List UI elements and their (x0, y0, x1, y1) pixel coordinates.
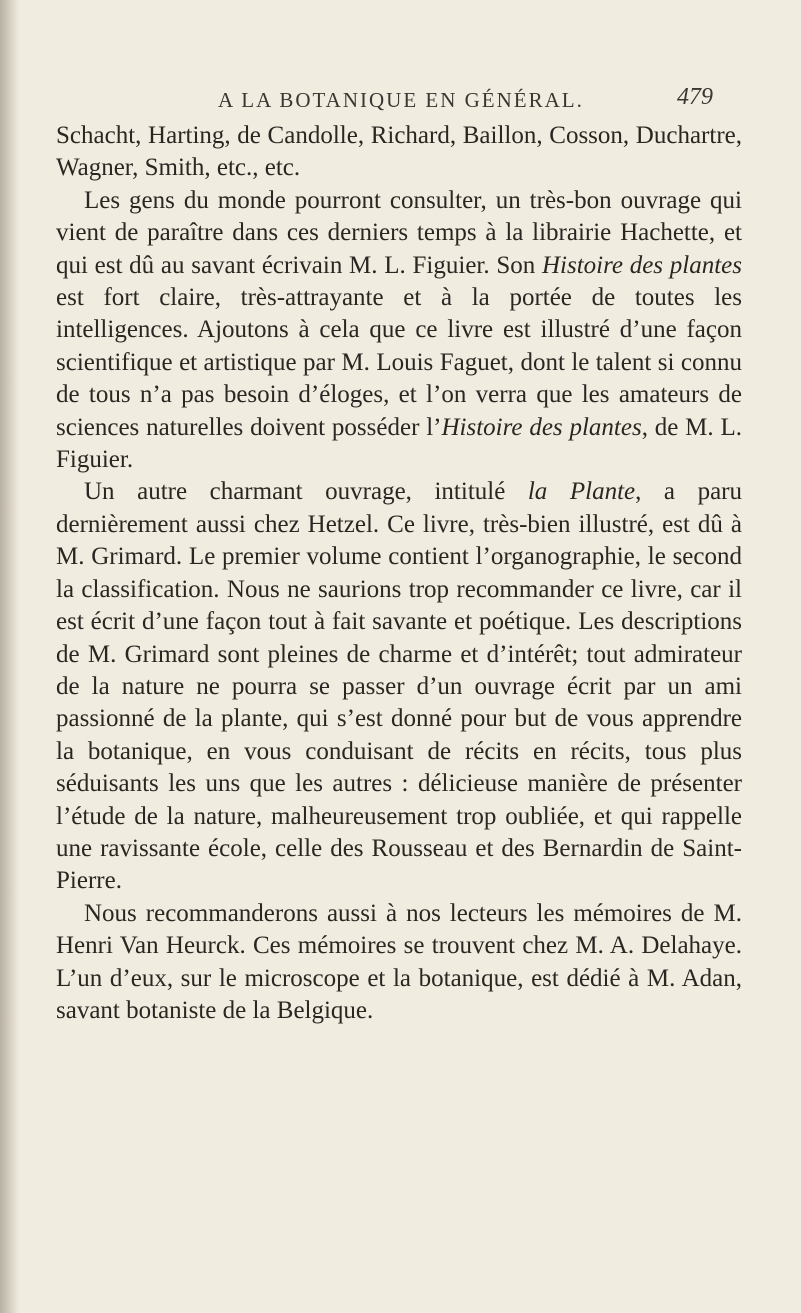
paragraph-2-text: , de M. L. Figuier. (56, 413, 742, 474)
paragraph-1-text: Schacht, Harting, de Candolle, Richard, Baillon, Cosson, Duchartre, Wagner, Smith, etc., etc. (56, 122, 742, 182)
paragraph-3 (56, 476, 742, 897)
paragraph-1 (56, 120, 742, 185)
running-head (0, 84, 801, 114)
paragraph-4-text: Nous recommanderons aussi à nos lecteurs les mémoires de M. Henri Van Heurck. Ces mémoires se trouvent chez M. A. Delahaye. L’un d’eux, sur le microscope et la botanique, est dédié à M. Adan, savant botaniste de la Belgique. (56, 899, 742, 1024)
body-text (56, 120, 742, 1027)
paragraph-3-text: , a paru dernièrement aussi chez Hetzel. Ce livre, très-bien illustré, est dû à M. Grimard. Le premier volume contient l’organographie, le second la classification. Nous ne saurions trop recommander ce livre, car il est écrit d’une façon tout à fait savante et poétique. Les descriptions de M. Grimard sont pleines de charme et d’intérêt; tout admirateur de la nature ne pourra se passer d’un ouvrage écrit par un ami passionné de la plante, qui s’est donné pour but de vous apprendre la botanique, en vous conduisant de récits en récits, tous plus séduisants les uns que les autres : délicieuse manière de présenter l’étude de la nature, malheureusement trop oubliée, et qui rappelle une ravissante école, celle des Rousseau et des Bernardin de Saint-Pierre. (56, 478, 742, 895)
paragraph-2-text: Les gens du monde pourront consulter, un très-bon ouvrage qui vient de paraître dans ces derniers temps à la librairie Hachette, et qui est dû au savant écrivain M. L. Figuier. Son (56, 186, 742, 279)
paragraph-2-text: est fort claire, très-attrayante et à la portée de toutes les intelligences. Ajoutons à cela que ce livre est illustré d’une façon scientifique et artistique par M. Louis Faguet, dont le talent si connu de tous n’a pas besoin d’éloges, et l’on verra que les amateurs de sciences naturelles doivent posséder l’ (56, 284, 742, 441)
book-title-la-plante: la Plante (527, 478, 636, 506)
page-gutter-shadow (0, 0, 18, 1313)
page-number: 479 (677, 84, 713, 110)
running-title: A LA BOTANIQUE EN GÉNÉRAL. (218, 88, 584, 112)
book-title-histoire-des-plantes: Histoire des plantes (541, 251, 742, 279)
book-title-histoire-des-plantes: Histoire des plantes (441, 413, 642, 441)
paragraph-3-text: Un autre charmant ouvrage, intitulé (84, 478, 528, 506)
paragraph-4 (56, 898, 742, 1028)
paragraph-2 (56, 185, 742, 477)
